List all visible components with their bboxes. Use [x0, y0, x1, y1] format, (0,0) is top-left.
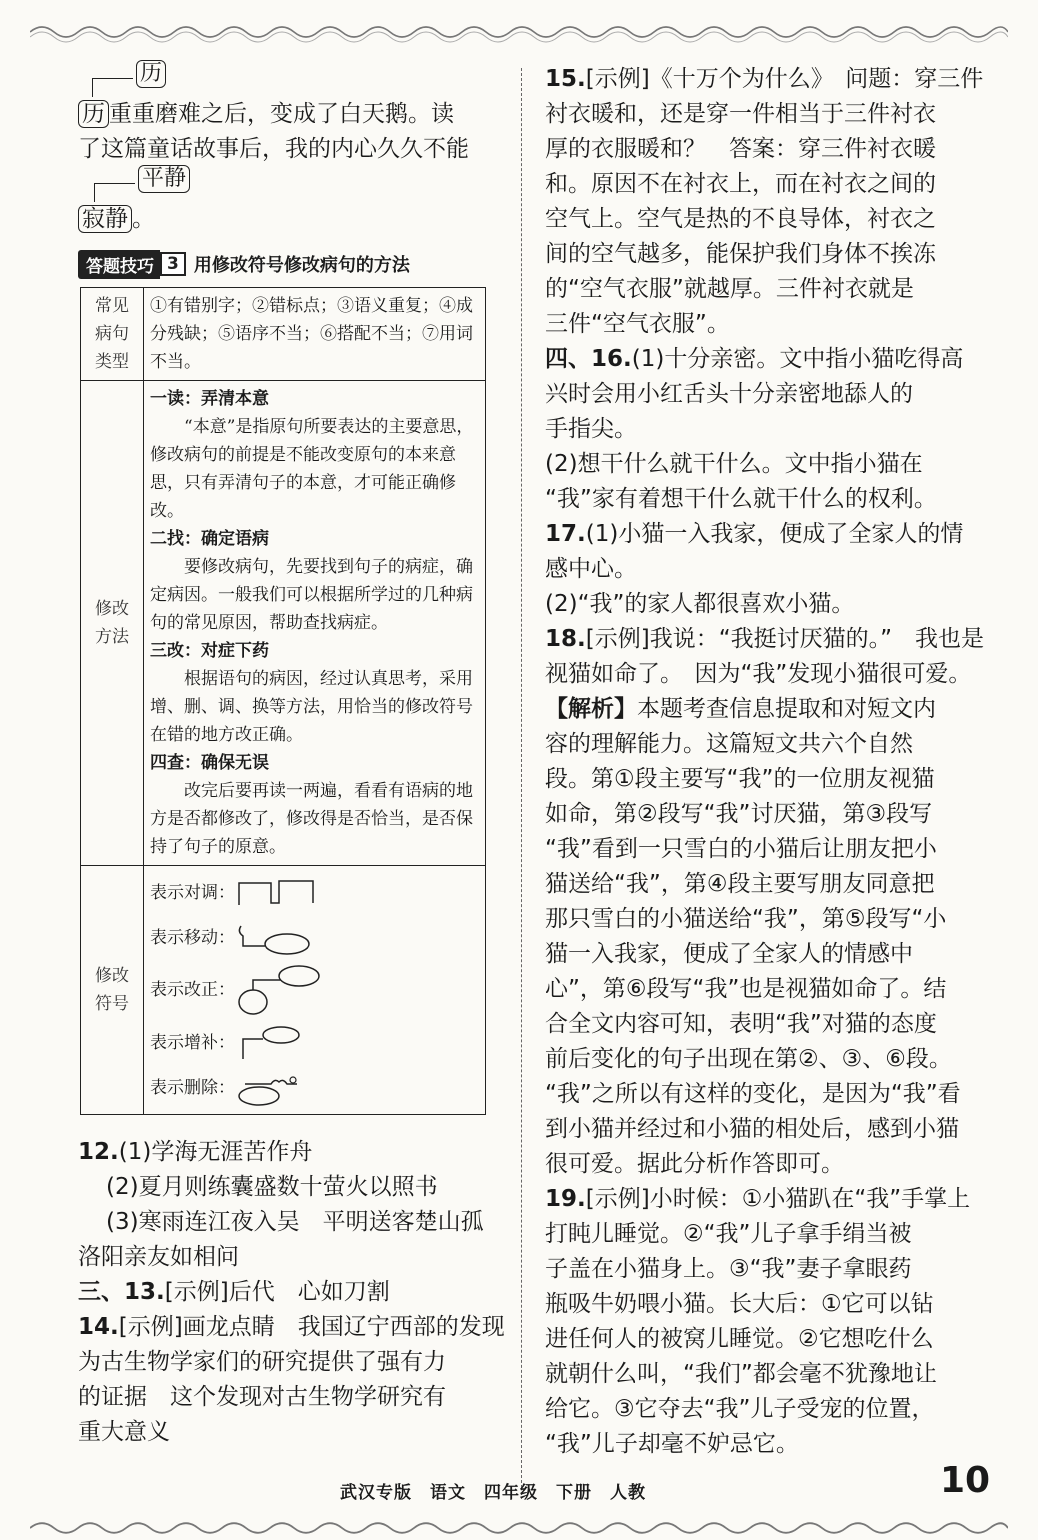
table-row: [81, 288, 486, 381]
left-column: [78, 61, 505, 1450]
answer-13: 三、13.[示例]后代 心如刀割: [78, 1279, 390, 1305]
row-header: 修改符号: [81, 866, 144, 1115]
row-content: [144, 866, 486, 1115]
mark-insert: 表示增补：: [150, 1020, 479, 1065]
right-column: [545, 62, 983, 1462]
tip-header: [78, 247, 502, 281]
answer-14: 14.[示例]画龙点睛 我国辽宁西部的发现 为古生物学家们的研究提供了强有力 的证据 这个发现对古生物学研究有 重大意义: [78, 1314, 505, 1445]
answer-18: 18.[示例]我说：“我挺讨厌猫的。” 我也是 视猫如命了。 因为“我”发现小猫很可爱。 【解析】本题考查信息提取和对短文内 容的理解能力。这篇短文共六个自然 段。第①段主要写“我”的一位朋友视猫 如命，第②段写“我”讨厌猫，第③段写 “我”看到一只雪白的小猫后让朋友把小 猫送给“我”，第④段主要写朋友同意把 那只雪白的小猫送给“我”，第⑤段写“小 猫一入我家，便成了全家人的情感中 心”，第⑥段写“我”也是视猫如命了。结 合全文内容可知，表明“我”对猫的态度 前后变化的句子出现在第②、③、⑥段。 “我”之所以有这样的变化，是因为“我”看 到小猫并经过和小猫的相处后，感到小猫 很可爱。据此分析作答即可。: [545, 626, 985, 1177]
mark-move: 表示移动：: [150, 915, 479, 960]
answer-15: 15.[示例]《十万个为什么》 问题：穿三件 衬衣暖和，还是穿一件相当于三件衬衣 厚的衣服暖和？ 答案：穿三件衬衣暖 和。原因不在衬衣上，而在衬衣之间的 空气上。空气是热的不良导体，衬衣之 间的空气越多，能保护我们身体不挨冻 的“空气衣服”就越厚。三件衬衣就是 三件“空气衣服”。: [545, 66, 984, 337]
row-content: 一读：弄清本意 “本意”是指原句所要表达的主要意思，修改病句的前提是不能改变原句的本来意思，只有弄清句子的本意，才可能正确修改。 二找：确定语病 要修改病句，先要找到句子的病症，确定病因。一般我们可以根据所学过的几种病句的常见原因，帮助查找病症。 三改：对症下药 根据语句的病因，经过认真思考，采用增、删、调、换等方法，用恰当的修改符号在错的地方改正确。 四查：确保无误 改完后要再读一两遍，看看有语病的地方是否都修改了，修改得是否恰当，是否保持了句子的原意。: [144, 381, 486, 866]
error-box: 寂静: [78, 205, 132, 233]
intro-line-1: 历 重重磨难之后，变成了白天鹅。读: [78, 97, 502, 132]
page-number: 10: [940, 1460, 991, 1501]
correction-line: [94, 183, 135, 202]
column-divider: [521, 68, 522, 1488]
error-box: 历: [78, 100, 109, 128]
correction-2: [78, 167, 502, 202]
correction-1: [78, 62, 502, 97]
move-symbol: [235, 920, 325, 956]
intro-line-2: 了这篇童话故事后，我的内心久久不能: [78, 136, 469, 162]
tips-table: [80, 287, 486, 1115]
answer-12: 12.(1)学海无涯苦作舟 (2)夏月则练囊盛数十萤火以照书 (3)寒雨连江夜入吴 平明送客楚山孤 洛阳亲友如相问: [78, 1139, 484, 1270]
table-row: [81, 866, 486, 1115]
correct-symbol: [235, 962, 325, 1018]
analysis-label: 【解析】: [545, 696, 637, 722]
top-wave-border: [30, 20, 1008, 44]
correction-box: 历: [136, 60, 166, 88]
answer-17: 17.(1)小猫一入我家，便成了全家人的情 感中心。 (2)“我”的家人都很喜欢小猫。: [545, 521, 964, 617]
answer-19: 19.[示例]小时候：①小猫趴在“我”手掌上 打盹儿睡觉。②“我”儿子拿手绢当被 子盖在小猫身上。③“我”妻子拿眼药 瓶吸牛奶喂小猫。长大后：①它可以钻 进任何人的被窝儿睡觉。②它想吃什么 就朝什么叫，“我们”都会毫不犹豫地让 给它。③它夺去“我”儿子受宠的位置， “我”儿子却毫不妒忌它。: [545, 1186, 971, 1457]
tip-label: 答题技巧: [78, 250, 160, 279]
page-footer: 武汉专版 语文 四年级 下册 人教: [340, 1483, 646, 1503]
row-header: 常见病句类型: [81, 288, 144, 381]
swap-symbol: [235, 875, 325, 911]
intro-line-3: 寂静 。: [78, 202, 502, 237]
row-content: ①有错别字；②错标点；③语义重复；④成分残缺；⑤语序不当；⑥搭配不当；⑦用词不当。: [144, 288, 486, 381]
row-header: 修改方法: [81, 381, 144, 866]
correction-box: 平静: [138, 165, 190, 193]
insert-symbol: [235, 1023, 325, 1063]
mark-delete: 表示删除：: [150, 1065, 479, 1110]
bottom-wave-border: [30, 1516, 1008, 1540]
answer-16: 四、16.(1)十分亲密。文中指小猫吃得高 兴时会用小红舌头十分亲密地舔人的 手指尖。 (2)想干什么就干什么。文中指小猫在 “我”家有着想干什么就干什么的权利。: [545, 346, 964, 512]
mark-correct: 表示改正：: [150, 960, 479, 1020]
tip-title: 用修改符号修改病句的方法: [193, 255, 410, 276]
delete-symbol: [235, 1068, 325, 1108]
mark-swap: 表示对调：: [150, 870, 479, 915]
table-row: [81, 381, 486, 866]
tip-number: 3: [160, 252, 186, 276]
correction-line: [92, 78, 133, 97]
